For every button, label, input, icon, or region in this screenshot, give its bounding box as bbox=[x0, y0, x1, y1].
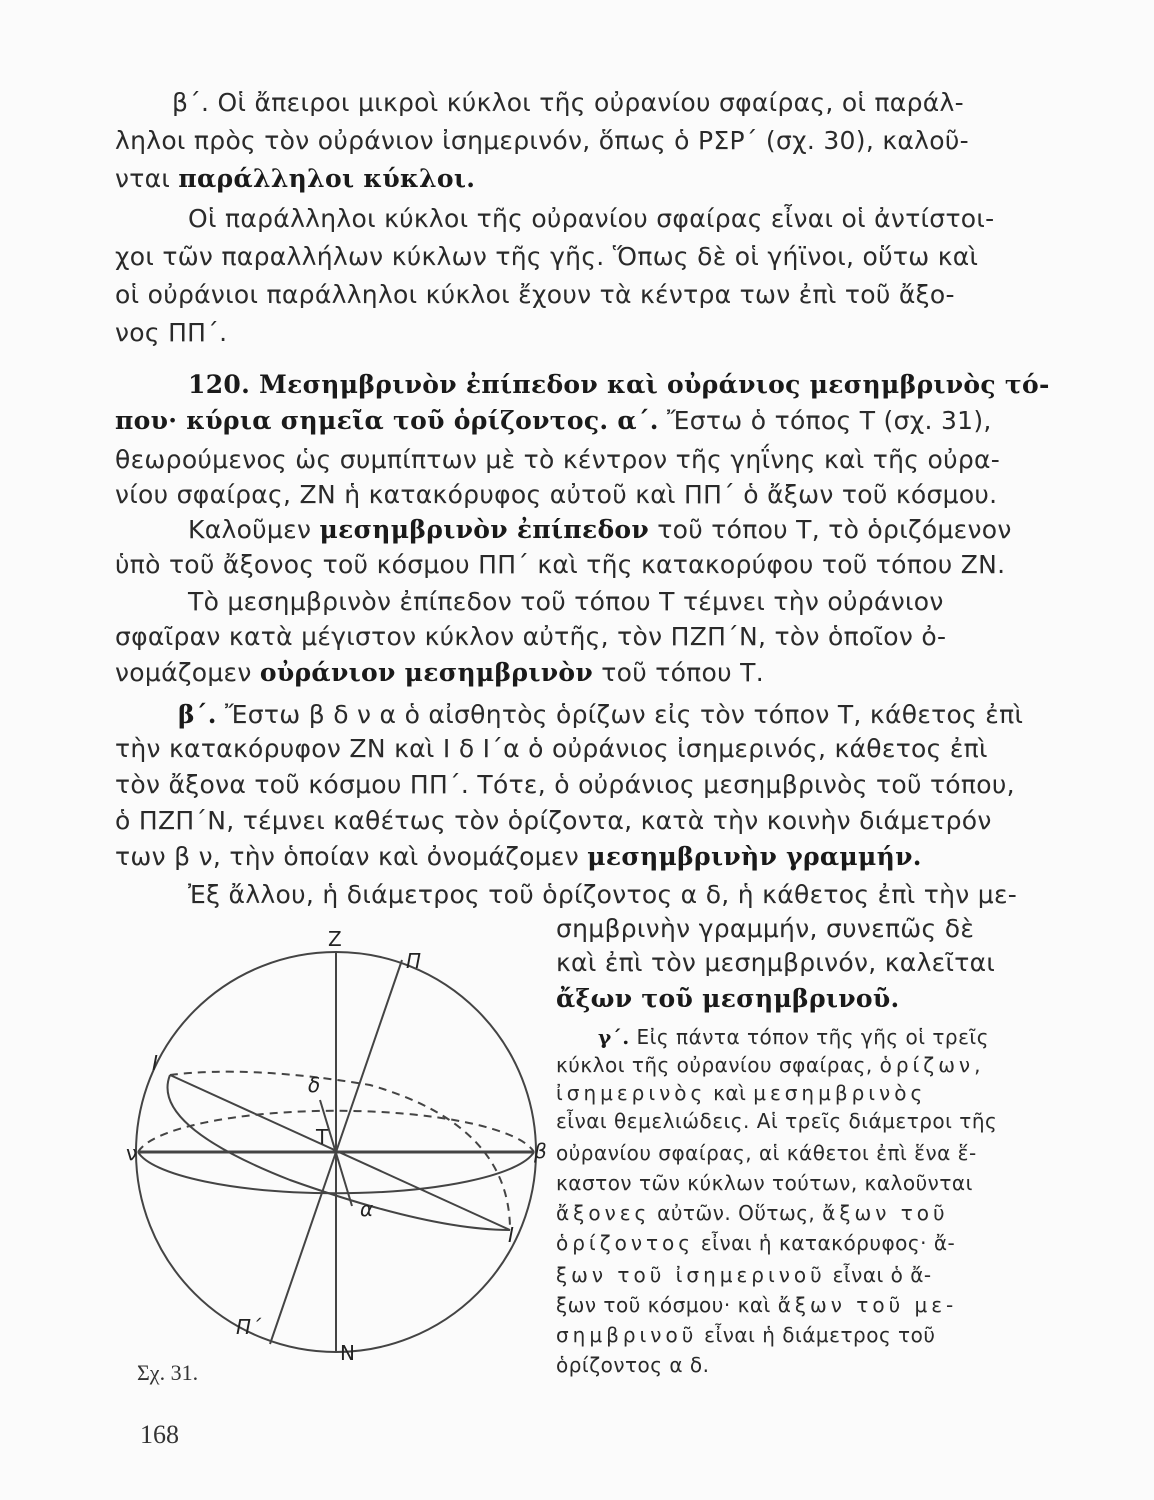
text-run: Ἔστω β δ ν α ὁ αἰσθητὸς ὁρίζων εἰς τὸν τόπον Τ, κάθετος ἐπὶ bbox=[216, 700, 1024, 729]
text-line: Ἐξ ἄλλου, ἡ διάμετρος τοῦ ὁρίζοντος α δ, ἡ κάθετος ἐπὶ τὴν με- bbox=[188, 880, 1018, 909]
spaced-term: ξων τοῦ ἰσημερινοῦ bbox=[556, 1263, 826, 1287]
spaced-term: ἄξονες bbox=[556, 1201, 651, 1225]
text-run: αὐτῶν. Οὕτως, bbox=[650, 1201, 823, 1225]
text-line: σημβρινὴν γραμμήν, συνεπῶς δὲ bbox=[556, 914, 975, 943]
text-run: εἶναι ἡ κατακόρυφος· ἄ- bbox=[694, 1231, 956, 1255]
label-b: β bbox=[534, 1139, 547, 1163]
text-line: ὑπὸ τοῦ ἄξονος τοῦ κόσμου ΠΠ΄ καὶ τῆς κατακορύφου τοῦ τόπου ΖΝ. bbox=[115, 550, 1006, 579]
text-line bbox=[115, 842, 922, 872]
text-run: καὶ bbox=[706, 1081, 754, 1105]
bold-term: παράλληλοι κύκλοι. bbox=[178, 164, 476, 193]
spaced-term: σημβρινοῦ bbox=[556, 1323, 698, 1347]
text-line: οὐρανίου σφαίρας, αἱ κάθετοι ἐπὶ ἕνα ἕ- bbox=[556, 1141, 977, 1165]
text-line: τὴν κατακόρυφον ΖΝ καὶ Ι δ Ι΄α ὁ οὐράνιος ἰσημερινός, κάθετος ἐπὶ bbox=[115, 734, 988, 763]
text-run: εἶναι ὁ ἄ- bbox=[825, 1263, 932, 1287]
text-line: οἱ οὐράνιοι παράλληλοι κύκλοι ἔχουν τὰ κέντρα των ἐπὶ τοῦ ἄξο- bbox=[115, 280, 955, 309]
text-line: εἶναι θεμελιώδεις. Αἱ τρεῖς διάμετροι τῆς bbox=[556, 1109, 998, 1133]
text-line bbox=[556, 1262, 932, 1288]
spaced-term: ἄξων τοῦ bbox=[822, 1201, 949, 1225]
text-line bbox=[556, 1322, 935, 1348]
text-line: β΄. Οἱ ἄπειροι μικροὶ κύκλοι τῆς οὐρανίου σφαίρας, οἱ παράλ- bbox=[172, 88, 964, 117]
bold-term: οὐράνιον μεσημβρινὸν bbox=[259, 658, 594, 687]
text-line: θεωρούμενος ὡς συμπίπτων μὲ τὸ κέντρον τῆς γηΐνης καὶ τῆς οὐρα- bbox=[115, 445, 1001, 474]
text-line bbox=[188, 515, 1012, 545]
text-line bbox=[598, 1024, 989, 1050]
spaced-term: ἰσημερινὸς bbox=[556, 1081, 707, 1105]
label-I2: I bbox=[508, 1223, 514, 1247]
text-line: Οἱ παράλληλοι κύκλοι τῆς οὐρανίου σφαίρας εἶναι οἱ ἀντίστοι- bbox=[188, 204, 995, 233]
text-run: εἶναι ἡ διάμετρος τοῦ bbox=[697, 1323, 936, 1347]
text-run: Εἰς πάντα τόπον τῆς γῆς οἱ τρεῖς bbox=[629, 1025, 989, 1049]
text-line: ὁ ΠΖΠ΄Ν, τέμνει καθέτως τὸν ὁρίζοντα, κατὰ τὴν κοινὴν διάμετρόν bbox=[115, 806, 992, 835]
text-line: Τὸ μεσημβρινὸν ἐπίπεδον τοῦ τόπου Τ τέμνει τὴν οὐράνιον bbox=[188, 587, 944, 616]
text-line bbox=[115, 658, 764, 688]
section-heading: 120. Μεσημβρινὸν ἐπίπεδον καὶ οὐράνιος μεσημβρινὸς τό- bbox=[188, 370, 1050, 399]
text-run: νται bbox=[115, 164, 179, 193]
label-N: N bbox=[340, 1341, 355, 1365]
bold-term: μεσημβρινὸν ἐπίπεδον bbox=[319, 515, 650, 544]
bold-term: ἄξων τοῦ μεσημβρινοῦ. bbox=[556, 984, 900, 1013]
spaced-term: ὁρίζοντος bbox=[556, 1231, 695, 1255]
text-line bbox=[556, 1292, 957, 1318]
text-run: τοῦ τόπου Τ. bbox=[593, 658, 764, 687]
item-label: β΄. bbox=[178, 700, 217, 729]
text-line bbox=[556, 1052, 984, 1078]
text-run: Ἔστω ὁ τόπος Τ (σχ. 31), bbox=[667, 406, 992, 435]
text-line: ληλοι πρὸς τὸν οὐράνιον ἰσημερινόν, ὅπως ὁ ΡΣΡ΄ (σχ. 30), καλοῦ- bbox=[115, 126, 969, 155]
text-run: κύκλοι τῆς οὐρανίου σφαίρας, bbox=[556, 1053, 880, 1077]
text-line bbox=[556, 1200, 949, 1226]
label-I: I bbox=[152, 1051, 158, 1075]
label-a: α bbox=[360, 1197, 374, 1221]
spaced-term: ἄξων τοῦ με- bbox=[777, 1293, 958, 1317]
label-P2: Π΄ bbox=[236, 1315, 262, 1339]
label-Z: Z bbox=[328, 927, 342, 951]
bold-term: μεσημβρινὴν γραμμήν. bbox=[587, 842, 922, 871]
text-line: καστον τῶν κύκλων τούτων, καλοῦνται bbox=[556, 1171, 973, 1195]
text-line: τὸν ἄξονα τοῦ κόσμου ΠΠ΄. Τότε, ὁ οὐράνιος μεσημβρινὸς τοῦ τόπου, bbox=[115, 770, 1015, 799]
text-run: νομάζομεν bbox=[115, 658, 260, 687]
text-line: νος ΠΠ΄. bbox=[115, 318, 228, 347]
text-run: ξων τοῦ κόσμου· καὶ bbox=[556, 1293, 778, 1317]
text-line bbox=[556, 1230, 955, 1256]
label-v: ν bbox=[126, 1141, 138, 1165]
text-line: σφαῖραν κατὰ μέγιστον κύκλον αὐτῆς, τὸν ΠΖΠ΄Ν, τὸν ὁποῖον ὀ- bbox=[115, 622, 947, 651]
spaced-term: μεσημβρινὸς bbox=[753, 1081, 927, 1105]
text-line bbox=[178, 700, 1023, 730]
page-number: 168 bbox=[140, 1420, 179, 1449]
spaced-term: ὁρίζων, bbox=[879, 1053, 985, 1077]
figure-caption: Σχ. 31. bbox=[137, 1360, 199, 1385]
celestial-sphere-diagram bbox=[126, 927, 550, 1365]
label-T: T bbox=[316, 1125, 329, 1149]
bold-term: που· κύρια σημεῖα τοῦ ὁρίζοντος. α΄. bbox=[115, 406, 659, 435]
item-label: γ΄. bbox=[598, 1025, 630, 1049]
text-line: χοι τῶν παραλλήλων κύκλων τῆς γῆς. Ὅπως δὲ οἱ γήϊνοι, οὕτω καὶ bbox=[115, 242, 979, 271]
text-run: Καλοῦμεν bbox=[188, 515, 320, 544]
text-line bbox=[115, 406, 992, 436]
text-line: νίου σφαίρας, ΖΝ ἡ κατακόρυφος αὐτοῦ καὶ ΠΠ΄ ὁ ἄξων τοῦ κόσμου. bbox=[115, 480, 998, 509]
text-line bbox=[556, 1080, 926, 1106]
text-run: τοῦ τόπου Τ, τὸ ὁριζόμενον bbox=[649, 515, 1012, 544]
label-delta: δ bbox=[308, 1073, 321, 1097]
text-run: των β ν, τὴν ὁποίαν καὶ ὀνομάζομεν bbox=[115, 842, 588, 871]
label-P: Π bbox=[406, 949, 422, 973]
text-line: ὁρίζοντος α δ. bbox=[556, 1353, 710, 1377]
text-line: καὶ ἐπὶ τὸν μεσημβρινόν, καλεῖται bbox=[556, 948, 996, 977]
text-line bbox=[115, 164, 475, 194]
